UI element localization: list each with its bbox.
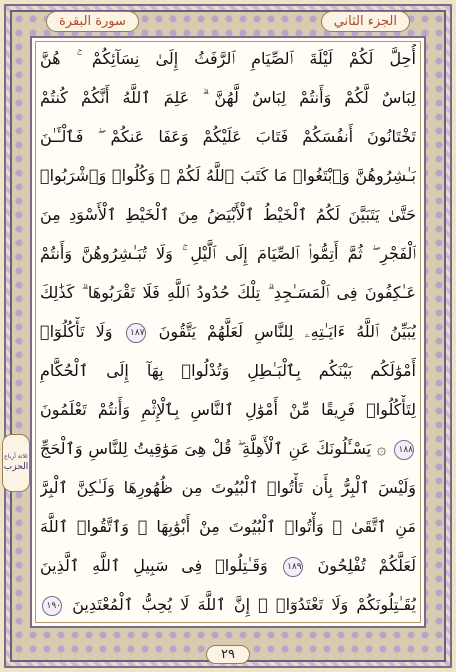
verse-line: [40, 278, 416, 308]
verse-text: أَمْوَٰلَكُم بَيْنَكُم بِٱلْبَـٰطِلِ وَتُدْلُوا۟ بِهَآ إِلَى ٱلْحُكَّامِ: [40, 361, 416, 380]
verse-text: أُحِلَّ لَكُمْ لَيْلَةَ ٱلصِّيَامِ ٱلرَّفَثُ إِلَىٰ نِسَآئِكُمْ ۚ هُنَّ: [40, 49, 416, 68]
verse-text: لِبَاسٌ لَّكُمْ وَأَنتُمْ لِبَاسٌ لَّهُنَّ ۗ عَلِمَ ٱللَّهُ أَنَّكُمْ كُنتُمْ: [40, 88, 416, 107]
verse-line: [40, 395, 416, 425]
verse-line: [40, 551, 416, 581]
verse-line: [40, 200, 416, 230]
verse-line: [40, 356, 416, 386]
verse-line: [40, 161, 416, 191]
ayah-number-marker: ١٨٨: [394, 440, 414, 460]
hizb-label: الحزب: [3, 462, 29, 472]
verse-text: بَـٰشِرُوهُنَّ وَٱبْتَغُوا۟ مَا كَتَبَ ٱللَّهُ لَكُمْ ۚ وَكُلُوا۟ وَٱشْرَبُوا۟: [40, 166, 416, 185]
verse-text: وَلَا تَأْكُلُوٓا۟: [40, 322, 113, 341]
juz-label: الجزء الثاني: [321, 11, 410, 32]
verse-line: [40, 83, 416, 113]
verse-text: وَلَيْسَ ٱلْبِرُّ بِأَن تَأْتُوا۟ ٱلْبُيُوتَ مِن ظُهُورِهَا وَلَـٰكِنَّ ٱلْبِرَّ: [40, 478, 416, 497]
ayah-number-marker: ١٨٧: [126, 323, 146, 343]
verse-text: ۞ يَسْـَٔلُونَكَ عَنِ ٱلْأَهِلَّةِ ۖ قُلْ هِىَ مَوَٰقِيتُ لِلنَّاسِ وَٱلْحَجِّ: [40, 439, 387, 458]
page-header: [46, 8, 410, 34]
hizb-quarter-label: ثلاثة أرباع: [4, 453, 28, 460]
verse-text: تَخْتَانُونَ أَنفُسَكُمْ فَتَابَ عَلَيْكُمْ وَعَفَا عَنكُمْ ۖ فَٱلْـَٔـٰنَ: [40, 127, 416, 146]
verse-line: [40, 44, 416, 74]
page-number: ٢٩: [206, 645, 250, 664]
verse-line: [40, 590, 416, 620]
verse-text: عَـٰكِفُونَ فِى ٱلْمَسَـٰجِدِ ۗ تِلْكَ حُدُودُ ٱللَّهِ فَلَا تَقْرَبُوهَا ۗ كَذَٰلِكَ: [40, 283, 416, 302]
verse-line: [40, 434, 416, 464]
verse-line: [40, 473, 416, 503]
verse-text: حَتَّىٰ يَتَبَيَّنَ لَكُمُ ٱلْخَيْطُ ٱلْأَبْيَضُ مِنَ ٱلْخَيْطِ ٱلْأَسْوَدِ مِنَ: [40, 205, 416, 224]
surah-label: سورة البقرة: [46, 11, 139, 32]
verse-text: يُبَيِّنُ ٱللَّهُ ءَايَـٰتِهِۦ لِلنَّاسِ لَعَلَّهُمْ يَتَّقُونَ: [158, 322, 416, 341]
verse-line: [40, 122, 416, 152]
verse-text: ٱلْفَجْرِ ۖ ثُمَّ أَتِمُّوا۟ ٱلصِّيَامَ إِلَى ٱلَّيْلِ ۚ وَلَا تُبَـٰشِرُوهُنَّ وَأَنتُمْ: [40, 244, 416, 263]
verse-text: لِتَأْكُلُوا۟ فَرِيقًا مِّنْ أَمْوَٰلِ ٱلنَّاسِ بِٱلْإِثْمِ وَأَنتُمْ تَعْلَمُونَ: [40, 400, 416, 419]
verse-line: [40, 317, 416, 347]
hizb-marker: [2, 434, 30, 492]
verse-text: يُقَـٰتِلُونَكُمْ وَلَا تَعْتَدُوٓا۟ ۚ إِنَّ ٱللَّهَ لَا يُحِبُّ ٱلْمُعْتَدِينَ: [72, 595, 416, 614]
verse-text: لَعَلَّكُمْ تُفْلِحُونَ: [317, 556, 416, 575]
verse-text: مَنِ ٱتَّقَىٰ ۗ وَأْتُوا۟ ٱلْبُيُوتَ مِنْ أَبْوَٰبِهَا ۚ وَٱتَّقُوا۟ ٱللَّهَ: [40, 517, 416, 536]
verse-text: وَقَـٰتِلُوا۟ فِى سَبِيلِ ٱللَّهِ ٱلَّذِينَ: [40, 556, 268, 575]
ayah-number-marker: ١٨٩: [283, 557, 303, 577]
ayah-number-marker: ١٩٠: [42, 596, 62, 616]
verse-line: [40, 512, 416, 542]
verse-line: [40, 239, 416, 269]
verse-lines: [40, 44, 416, 620]
